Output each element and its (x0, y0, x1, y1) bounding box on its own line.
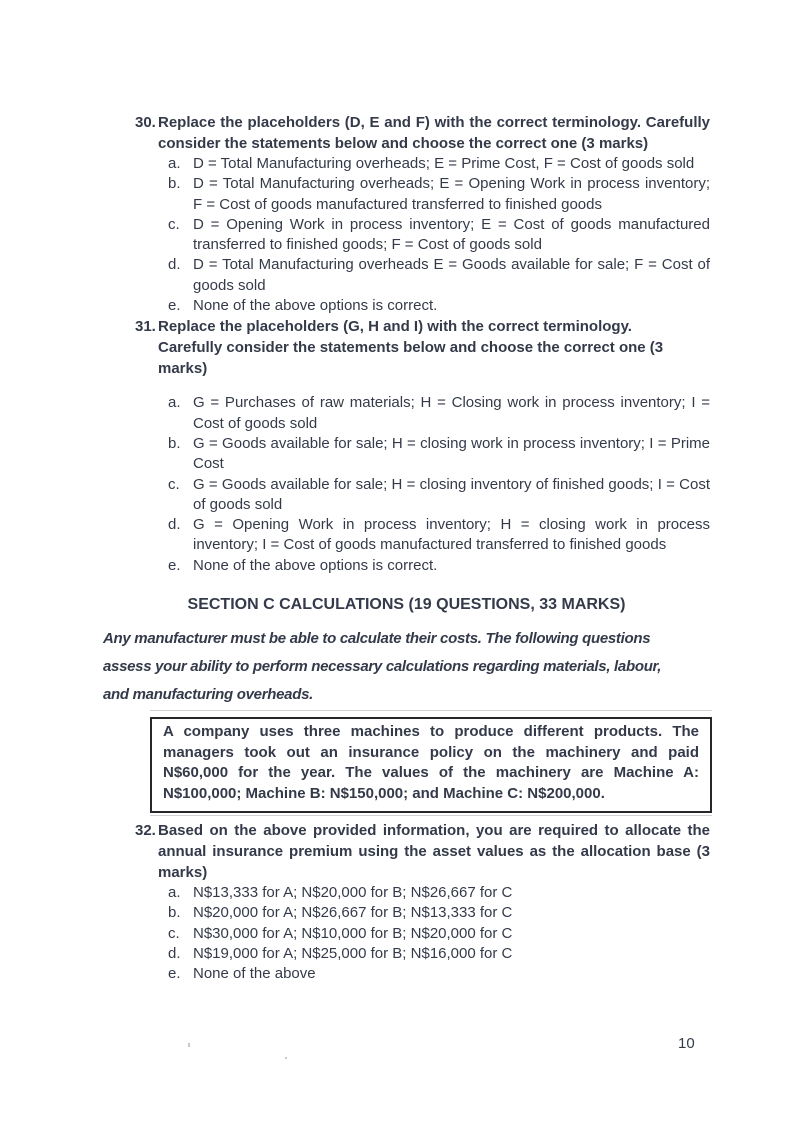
question-32-heading-text: Based on the above provided information, you are required to allocate the annual insurance premium using the asset values as the allocation base (3 marks) (158, 822, 710, 882)
option-row (168, 964, 710, 984)
question-32-number: 32. (135, 822, 156, 840)
option-letter: a. (168, 884, 181, 902)
intro-line: Any manufacturer must be able to calculate their costs. The following questions (103, 630, 651, 648)
option-row (168, 215, 710, 256)
option-text: N$30,000 for A; N$10,000 for B; N$20,000 for C (193, 924, 513, 942)
option-text: G = Opening Work in process inventory; H = closing work in process inventory; I = Cost of goods manufactured transferred to finished goods (193, 516, 710, 554)
option-text: None of the above options is correct. (193, 297, 438, 315)
option-text: N$20,000 for A; N$26,667 for B; N$13,333 for C (193, 904, 513, 922)
question-31-options (168, 393, 710, 576)
option-row (168, 255, 710, 296)
option-text: D = Total Manufacturing overheads; E = Opening Work in process inventory; F = Cost of goods manufactured transferred to finished goods (193, 175, 710, 213)
option-letter: e. (168, 965, 181, 983)
option-row (168, 393, 710, 434)
option-text: D = Opening Work in process inventory; E = Cost of goods manufactured transferred to finished goods; F = Cost of goods sold (193, 215, 710, 254)
option-text: D = Total Manufacturing overheads; E = Prime Cost, F = Cost of goods sold (193, 155, 695, 172)
question-31-heading-line1: Replace the placeholders (G, H and I) with the correct terminology. (158, 318, 632, 336)
option-row (168, 903, 710, 923)
page-number: 10 (678, 1035, 695, 1052)
option-letter: a. (168, 155, 181, 172)
option-letter: e. (168, 297, 181, 315)
section-c-intro (103, 625, 710, 709)
option-letter: d. (168, 516, 181, 534)
option-letter: a. (168, 394, 181, 412)
option-row (168, 154, 710, 174)
question-30-heading-text: Replace the placeholders (D, E and F) with the correct terminology. Carefully consider the statements below and choose the correct one (3 marks) (158, 114, 710, 152)
option-letter: d. (168, 256, 181, 274)
intro-line: assess your ability to perform necessary calculations regarding materials, labour, (103, 658, 662, 676)
option-row (168, 174, 710, 215)
option-letter: c. (168, 215, 180, 233)
option-row (168, 515, 710, 556)
option-row (168, 434, 710, 475)
scan-artifact (285, 1057, 287, 1059)
question-32-options (168, 883, 710, 984)
option-row (168, 556, 710, 576)
option-letter: e. (168, 556, 181, 574)
option-text: N$19,000 for A; N$25,000 for B; N$16,000 for C (193, 944, 513, 962)
question-30-heading (103, 112, 710, 154)
option-letter: b. (168, 904, 181, 922)
section-c-heading: SECTION C CALCULATIONS (19 QUESTIONS, 33 MARKS) (187, 596, 626, 614)
option-letter: d. (168, 944, 181, 962)
question-30 (103, 112, 710, 316)
question-30-options (168, 154, 710, 316)
scenario-info-box (150, 717, 712, 813)
question-32-heading (103, 820, 710, 883)
option-text: G = Purchases of raw materials; H = Closing work in process inventory; I = Cost of goods sold (193, 394, 710, 432)
option-row (168, 475, 710, 516)
scenario-text: A company uses three machines to produce different products. The managers took out an insurance policy on the machinery and paid N$60,000 for the year. The values of the machinery are Machine A: N$100,000; Machine B: N$150,000; and Machine C: N$200,000. (163, 723, 699, 802)
question-31-heading (103, 316, 710, 379)
question-32 (103, 820, 710, 984)
option-row (168, 296, 710, 316)
intro-line: and manufacturing overheads. (103, 686, 313, 704)
option-text: G = Goods available for sale; H = closing inventory of finished goods; I = Cost of goods sold (193, 475, 710, 513)
option-text: D = Total Manufacturing overheads E = Goods available for sale; F = Cost of goods sold (193, 256, 710, 294)
option-letter: c. (168, 924, 180, 942)
question-30-number: 30. (135, 114, 156, 131)
scan-artifact (188, 1043, 190, 1047)
page-content (103, 112, 710, 985)
question-31-heading-line2: Carefully consider the statements below and choose the correct one (3 marks) (158, 339, 664, 378)
option-text: G = Goods available for sale; H = closing work in process inventory; I = Prime Cost (193, 434, 710, 473)
option-row (168, 883, 710, 903)
option-text: None of the above (193, 965, 316, 983)
option-text: N$13,333 for A; N$20,000 for B; N$26,667 for C (193, 884, 513, 902)
option-row (168, 944, 710, 964)
option-letter: b. (168, 175, 181, 193)
option-row (168, 924, 710, 944)
option-text: None of the above options is correct. (193, 556, 438, 574)
question-31 (103, 316, 710, 576)
option-letter: c. (168, 475, 180, 493)
option-letter: b. (168, 434, 181, 452)
question-31-number: 31. (135, 318, 156, 336)
